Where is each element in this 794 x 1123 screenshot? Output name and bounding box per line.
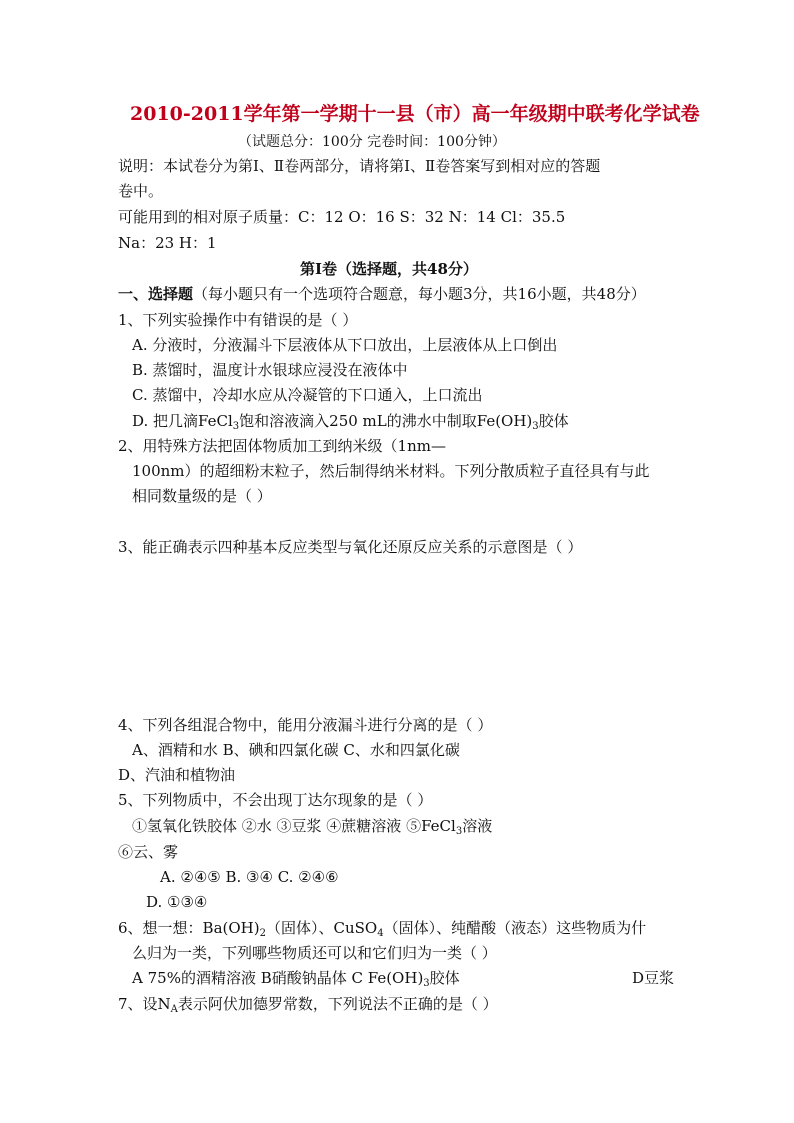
q6-text-mid: （固体）、CuSO	[265, 919, 378, 937]
q6-options-text: A 75%的酒精溶液 B硝酸钠晶体 C Fe(OH)	[132, 969, 424, 987]
q7-stem	[118, 994, 498, 1014]
q7-text: 7、设N	[118, 995, 171, 1013]
q5-items	[132, 816, 492, 836]
q5-stem: 5、下列物质中，不会出现丁达尔现象的是（ ）	[118, 791, 433, 809]
exam-info: （试题总分：100分 完卷时间：100分钟）	[238, 134, 506, 150]
q1-d-text-end: 胶体	[538, 412, 569, 430]
q1-d-text-mid: 饱和溶液滴入250 mL的沸水中制取Fe(OH)	[239, 412, 533, 430]
part-note: （每小题只有一个选项符合题意，每小题3分，共16小题，共48分）	[193, 285, 646, 303]
q4-option-d: D、汽油和植物油	[118, 766, 236, 784]
q1-d-subscript-2: 3	[532, 421, 539, 432]
q6-line-2: 么归为一类，下列哪些物质还可以和它们归为一类（ ）	[132, 944, 497, 962]
q6-option-d: D豆浆	[632, 969, 675, 987]
q1-d-subscript: 3	[232, 421, 240, 432]
q5-items-subscript: 3	[455, 826, 463, 837]
q5-items-text-end: 溶液	[462, 817, 493, 835]
q4-stem: 4、下列各组混合物中，能用分液漏斗进行分离的是（ ）	[118, 716, 493, 734]
atomic-mass-line-2: Na：23 H：1	[118, 234, 217, 252]
q2-line-2: 100nm）的超细粉末粒子，然后制得纳米材料。下列分散质粒子直径具有与此	[132, 462, 650, 480]
atomic-mass-line-1: 可能用到的相对原子质量：C：12 O：16 S：32 N：14 Cl：35.5	[118, 208, 566, 226]
q1-option-d	[132, 411, 569, 431]
q1-d-text: D. 把几滴FeCl	[132, 412, 233, 430]
q4-options: A、酒精和水 B、碘和四氯化碳 C、水和四氯化碳	[132, 741, 460, 759]
q5-options-abc: A. ②④⑤ B. ③④ C. ②④⑥	[160, 868, 339, 886]
q6-text-end: （固体）、纯醋酸（液态）这些物质为什	[383, 919, 647, 937]
q3-stem: 3、能正确表示四种基本反应类型与氧化还原反应关系的示意图是（ ）	[118, 538, 583, 556]
q5-option-d: D. ①③④	[146, 893, 208, 911]
intro-line-2: 卷中。	[118, 182, 164, 200]
q1-option-b: B. 蒸馏时，温度计水银球应浸没在液体中	[132, 361, 408, 379]
q1-option-a: A. 分液时，分液漏斗下层液体从下口放出，上层液体从上口倒出	[132, 336, 558, 354]
intro-line-1: 说明：本试卷分为第Ⅰ、Ⅱ卷两部分，请将第Ⅰ、Ⅱ卷答案写到相对应的答题	[118, 157, 601, 175]
q6-options-text-end: 胶体	[429, 969, 460, 987]
q6-options-subscript: 3	[423, 978, 430, 989]
part-one-header	[118, 284, 646, 304]
q1-stem: 1、下列实验操作中有错误的是（ ）	[118, 311, 358, 329]
q2-line-3: 相同数量级的是（ ）	[132, 487, 272, 505]
q6-text: 6、想一想：Ba(OH)	[118, 919, 260, 937]
q2-line-1: 2、用特殊方法把固体物质加工到纳米级（1nm—	[118, 437, 446, 455]
q6-options-abc	[132, 968, 460, 988]
q7-text-end: 表示阿伏加德罗常数，下列说法不正确的是（ ）	[177, 995, 498, 1013]
q5-items-text: ①氢氧化铁胶体 ②水 ③豆浆 ④蔗糖溶液 ⑤FeCl	[132, 817, 456, 835]
q6-line-1	[118, 918, 646, 938]
q6-subscript-2: 4	[377, 928, 384, 939]
part-label: 一、选择题	[118, 285, 194, 303]
q6-subscript-1: 2	[259, 928, 266, 939]
section-heading: 第Ⅰ卷（选择题，共48分）	[300, 260, 478, 278]
q5-item-6: ⑥云、雾	[118, 843, 179, 861]
page-title: 2010-2011学年第一学期十一县（市）高一年级期中联考化学试卷	[130, 103, 700, 125]
q7-subscript: A	[170, 1004, 178, 1015]
q1-option-c: C. 蒸馏中，冷却水应从冷凝管的下口通入，上口流出	[132, 386, 483, 404]
